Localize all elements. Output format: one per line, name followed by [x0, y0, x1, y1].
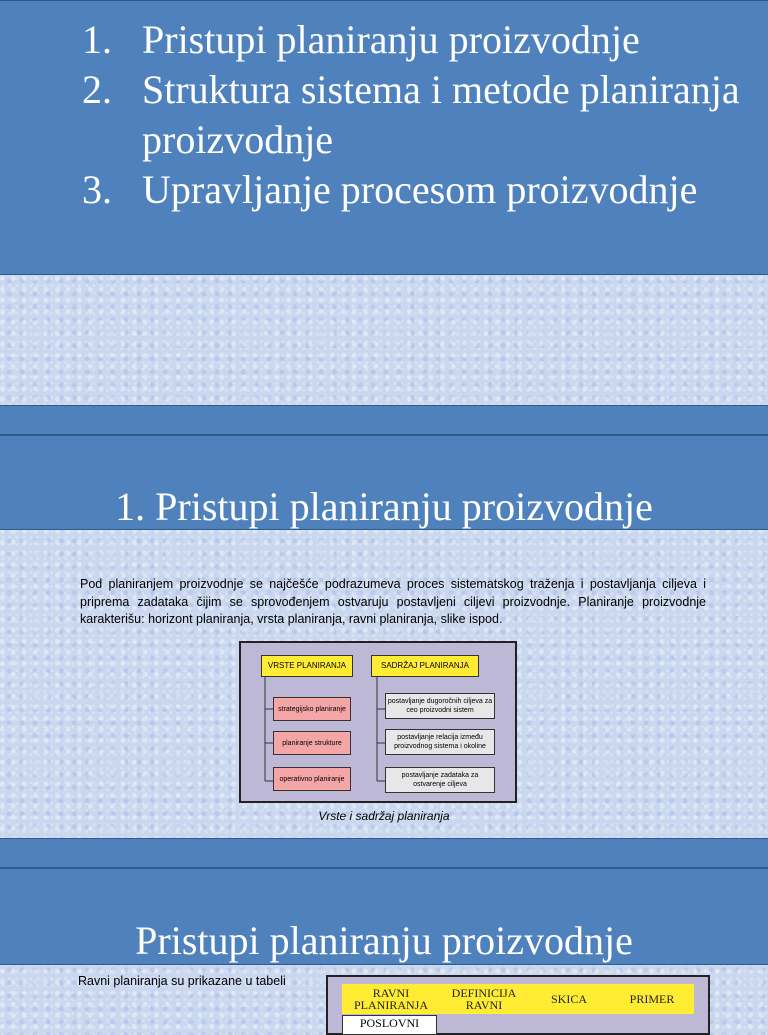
content-box: postavljanje relacija između proizvodnog sistema i okoline	[385, 729, 495, 755]
figure-caption: Vrste i sadržaj planiranja	[318, 809, 450, 823]
slide-2-paragraph: Pod planiranjem proizvodnje se najčešće podrazumeva proces sistematskog traženja i postavljanja ciljeva i priprema zadataka čijim se sprovođenjem ostvaruju postavljeni ciljevi proizvodnje. Planiranje proizvodnje karakterišu: horizont planiranja, vrsta planiranja, ravni planiranja, slike ispod.	[80, 577, 706, 626]
contents-header: SADRŽAJ PLANIRANJA	[371, 655, 479, 677]
content-box: postavljanje zadataka za ostvarenje ciljeva	[385, 767, 495, 793]
type-box: planiranje strukture	[273, 731, 351, 755]
agenda-item-2: 2. Struktura sistema i metode planiranja proizvodnje	[82, 67, 740, 162]
slide-1-background	[0, 275, 768, 405]
table-header-cell: DEFINICIJA RAVNI	[440, 984, 528, 1014]
table-header-cell: PRIMER	[610, 984, 694, 1014]
slide-divider	[0, 838, 768, 868]
table-header-cell: RAVNI PLANIRANJA	[342, 984, 440, 1014]
agenda-list	[0, 1, 768, 215]
agenda-item-3: 3. Upravljanje procesom proizvodnje	[82, 167, 698, 212]
slide-1-agenda	[0, 0, 768, 275]
slide-3-title-band	[0, 868, 768, 965]
slide-3-paragraph: Ravni planiranja su prikazane u tabeli	[78, 974, 286, 988]
table-header-cell: SKICA	[528, 984, 610, 1014]
type-box: operativno planiranje	[273, 767, 351, 791]
type-box: strategijsko planiranje	[273, 697, 351, 721]
slide-2-title: 1. Pristupi planiranju proizvodnje	[115, 484, 653, 529]
slide-2-title-band	[0, 435, 768, 530]
slide-3-body	[0, 965, 768, 1030]
slide-2-body	[0, 530, 768, 838]
agenda-item-1: 1. Pristupi planiranju proizvodnje	[82, 17, 640, 62]
slide-3-title: Pristupi planiranju proizvodnje	[135, 918, 633, 963]
content-box: postavljanje dugoročnih ciljeva za ceo proizvodni sistem	[385, 693, 495, 719]
planning-types-figure	[239, 641, 517, 803]
planning-levels-table	[326, 975, 710, 1035]
types-header: VRSTE PLANIRANJA	[261, 655, 353, 677]
table-row-cell: POSLOVNI	[342, 1015, 437, 1035]
slide-divider	[0, 405, 768, 435]
